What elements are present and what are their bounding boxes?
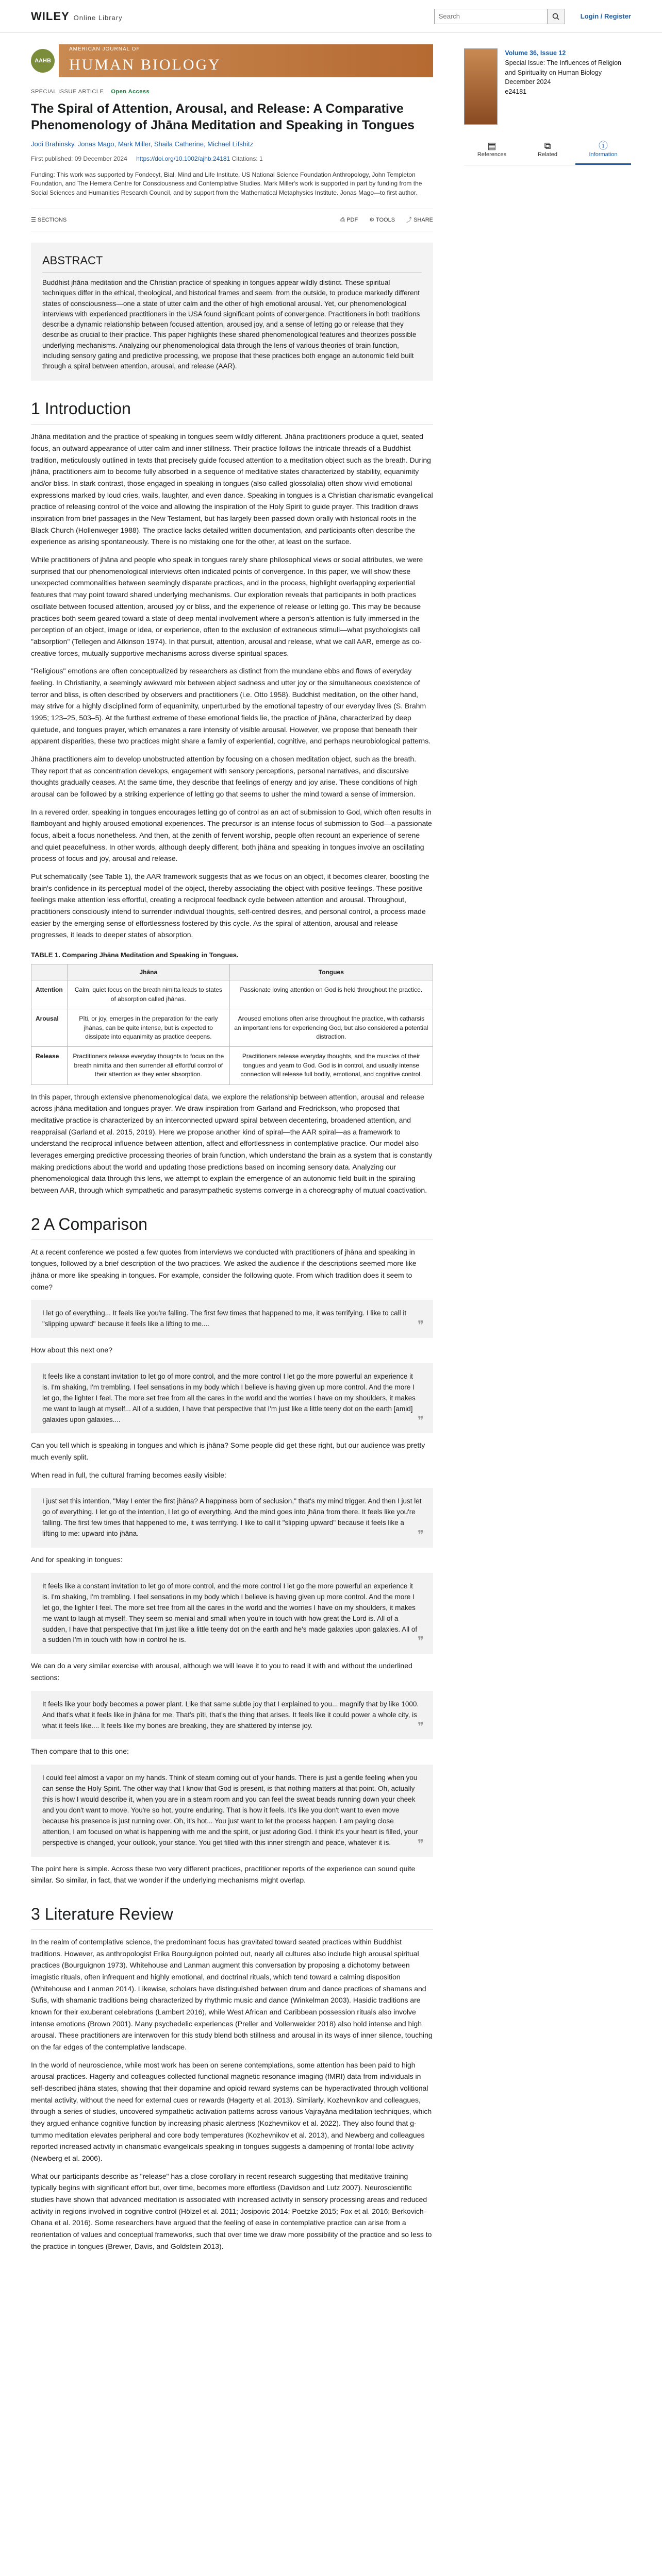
quote-icon: ❞ <box>418 1837 424 1850</box>
related-icon: ⧉ <box>544 141 551 151</box>
issue-date: December 2024 <box>505 78 551 86</box>
table-cell: Arousal <box>31 1009 68 1047</box>
abstract-text: Buddhist jhāna meditation and the Christian practice of speaking in tongues appear wildly distinct. These spiritual techniques differ in the ethical, theological, and historical frames and seem, from the outside, to produce markedly different states of consciousness—one a state of utter calm and the other of high emotional arousal. Yet, our phenomenological interviews with experienced practitioners in the USA found significant points of convergence. Practitioners in both traditions describe a dynamic relationship between focused attention, aroused joy, and a sense of letting go or release that they describe as crucial to their practice. This paper highlights these shared phenomenological features and theorizes possible underlying mechanisms. Analyzing our phenomenological data through the lens of various theories of brain function, including sensory gating and predictive processing, we propose that these practices both engage an autonomic field built through a spiral between attention, arousal, and release (AAR). <box>42 279 420 370</box>
issue-info <box>505 48 631 125</box>
article-type-row <box>31 88 433 96</box>
login-link[interactable]: Login / Register <box>580 12 631 20</box>
tools-button[interactable]: ⚙ TOOLS <box>369 216 395 223</box>
quote-text: I just set this intention, "May I enter the first jhāna? A happiness born of seclusion," that's my mind trigger. And then I just let go of everything. I let go of the intention, I let go of everything. And the mind goes into jhāna from there. It feels like you're falling. The first few times that happened to me, it was terrifying. I like to call it "slipping upward" because it feels like a lifting to me: upward into jhāna. <box>42 1497 422 1538</box>
quote-text: It feels like a constant invitation to let go of more control, and the more control I let go the more powerful an experience it is. I'm shaking, I'm trembling. I feel sensations in my body which I believe is having given up more control. And the more I let go, the lighter I feel. The more set free from all the cares in the world and the worries I have on my shoulders, it makes me want to laugh at myself. They seem so menial and small when you're in touch with how great the Lord is. All of a sudden, I have that perspective that I'm just like a little teeny dot on the earth and he's made galaxies upon galaxies. All of a sudden I'm in touch with how in control he is. <box>42 1582 418 1644</box>
abstract-box <box>31 243 433 381</box>
share-label: SHARE <box>413 216 433 223</box>
sidebar-tabs <box>464 136 631 165</box>
table-cell: Calm, quiet focus on the breath nimitta leads to states of absorption called jhānas. <box>68 980 230 1009</box>
table-cell: Practitioners release everyday thoughts to focus on the breath nimitta and then surrender all effortful control of their attention as they enter absorption. <box>68 1047 230 1084</box>
tab-label: Related <box>538 151 557 158</box>
open-access-badge: Open Access <box>111 89 150 95</box>
comparison-table <box>31 964 433 1084</box>
paragraph: How about this next one? <box>31 1346 112 1354</box>
paragraph: While practitioners of jhāna and people who speak in tongues rarely share philosophical views or social attributes, we were surprised that our phenomenological interviews often indicated points of convergence. In this paper, we will show these unexpected commonalities between seemingly disparate practices, and in the process, highlight overlapping experiential features that may point toward shared underlying mechanisms. Our exploration reveals that participants in both practices oscillate between focused attention, aroused joy or bliss, and the experience of release or letting go. This may be because practices both seem geared toward a state of deep mental involvement where a person's attention is fully immersed in the perception of an object, image or idea, or experience, often to the exclusion of extraneous stimuli—what psychologists call "absorption" (Tellegen and Atkinson 1974). In that pursuit, attention, arousal and release, what we call AAR, emerge as co-creative forces, mutually supportive mechanisms across diverse spiritual spaces. <box>31 555 423 657</box>
table-row <box>31 1047 433 1084</box>
block-quote <box>31 1488 433 1548</box>
journal-icon: AAHB <box>31 49 55 73</box>
paragraph: In the world of neuroscience, while most work has been on serene contemplations, some attention has been paid to high arousal practices. Hagerty and colleagues collected functional magnetic resonance imaging (fMRI) data from individuals in self-described jhāna states, showing that their dopamine and opioid reward systems can be hyperactivated through volitional mental activity, without the need for external cues or rewards (Hagerty et al. 2013). Similarly, Kozhevnikov and colleagues, through a series of studies, uncovered sympathetic activation patterns across various Vajrayāna meditation techniques, which they argued enhance cognitive function by increasing phasic alertness (Kozhevnikov et al. 2022). They also found that g-tummo meditation elevates peripheral and core body temperatures (Kozhevnikov et al. 2013), and Newberg and colleagues reported increased activity in charismatic evangelicals speaking in tongues suggests a dampening of frontal lobe activity (Newberg et al. 2006). <box>31 2060 432 2163</box>
tab-references[interactable] <box>464 136 520 165</box>
block-quote <box>31 1573 433 1654</box>
quote-text: I could feel almost a vapor on my hands. Think of steam coming out of your hands. There is just a gentle feeling when you can sense the Holy Spirit. The other way that I know that God is present, is that nothing matters at that point. Oh, actually this is how I would describe it, when you are in a steam room and you can feel the sweat beads running down your cheek and you don't want to move. You're so hot, you're enduring. That is how it feels. It's like you don't want to even move because his presence is just running over. Oh, it's hot... You just want to let the process happen. I am paying close attention, I am focused on what is happening with me and the spirit, or just adoring God. I think it's your heart is filled, your perspective is changed, your outlook, your stance. You get filled with this inner strength and peace, whatever it is. <box>42 1774 418 1846</box>
article-meta <box>31 154 433 163</box>
table-cell: Passionate loving attention on God is held throughout the practice. <box>229 980 433 1009</box>
quote-text: It feels like a constant invitation to let go of more control, and the more control I let go the more powerful an experience it is. I'm shaking, I'm trembling. I feel sensations in my body which I believe is having given up more control. And the more I let go, the lighter I feel. The more set free from all the cares in the world and the worries I have on my shoulders, it makes me want to laugh at myself... All of a sudden, I have that perspective that I'm just like a little teeny dot on the earth [amid] galaxies upon galaxies.... <box>42 1372 416 1423</box>
paragraph: Then compare that to this one: <box>31 1747 129 1756</box>
volume-link[interactable]: Volume 36, Issue 12 <box>505 49 566 57</box>
quote-icon: ❞ <box>418 1720 424 1733</box>
block-quote <box>31 1691 433 1740</box>
paragraph: When read in full, the cultural framing becomes easily visible: <box>31 1470 226 1479</box>
article-toolbar <box>31 209 433 231</box>
table-header: Jhāna <box>68 964 230 980</box>
block-quote <box>31 1300 433 1338</box>
sidebar <box>464 33 631 2252</box>
doi-link[interactable]: https://doi.org/10.1002/ajhb.24181 <box>136 155 230 162</box>
quote-text: It feels like your body becomes a power plant. Like that same subtle joy that I explained to you... magnify that by like 1000. And that's what it feels like in jhāna for me. That's pīti, that's the thing that arises. It feels like it could power a whole city, is what it feels like.... It feels like my bones are breaking, they are shattered by intense joy. <box>42 1700 419 1730</box>
pdf-label: PDF <box>346 216 358 223</box>
citations-count[interactable]: Citations: 1 <box>231 155 263 162</box>
quote-icon: ❞ <box>418 1414 424 1427</box>
search-icon <box>552 13 559 20</box>
paragraph: And for speaking in tongues: <box>31 1555 123 1564</box>
journal-title <box>59 44 433 77</box>
issue-card <box>464 48 631 125</box>
journal-cover-image[interactable] <box>464 48 498 125</box>
search-button[interactable] <box>548 9 565 24</box>
quote-icon: ❞ <box>418 1318 424 1332</box>
paragraph: We can do a very similar exercise with arousal, although we will leave it to you to read it with and without the underlined sections: <box>31 1662 412 1682</box>
paragraph: The point here is simple. Across these two very different practices, practitioner reports of the experience can sound quite similar. So similar, in fact, that we wonder if the underlying mechanisms might overlap. <box>31 1864 416 1885</box>
table-caption: TABLE 1. Comparing Jhāna Meditation and Speaking in Tongues. <box>31 951 239 959</box>
tab-label: Information <box>589 151 618 158</box>
journal-name: HUMAN BIOLOGY <box>69 56 221 73</box>
section-comparison-heading: 2 A Comparison <box>31 1212 433 1240</box>
paragraph: Can you tell which is speaking in tongues and which is jhāna? Some people did get these right, but our audience was pretty much evenly split. <box>31 1441 425 1462</box>
paragraph: Jhāna meditation and the practice of speaking in tongues seem wildly different. Jhāna practitioners produce a quiet, seated focus, an outward appearance of utter calm and inner stillness. Their practice follows the intricate threads of a Buddhist tradition, meticulously outlined in texts that precisely guide focused attention to a meditation object such as the breath. During jhāna, practitioners aim to become fully absorbed in a sequence of meditative states characterized by stability, equanimity and/or bliss. In stark contrast, those engaged in speaking in tongues (also called glossolalia) often show vivid emotional expressions marked by loud cries, wails, laughter, and even dance. Speaking in tongues is a Christian charismatic evangelical practice of releasing control of the voice and allowing the inspiration of the Holy Spirit to guide prayer. This tradition draws inspiration from brief passages in the New Testament, but has largely been passed down orally with historical roots in the Black Church (Hollenweger 1988). The practice lacks detailed written documentation, and participants often describe the experience as arising spontaneously. There is no mistaking one for the other, at least on the surface. <box>31 432 433 546</box>
search-input[interactable] <box>434 9 548 24</box>
tab-related[interactable] <box>520 136 575 165</box>
sections-menu[interactable]: ☰ SECTIONS <box>31 216 67 223</box>
wiley-logo[interactable] <box>31 8 123 25</box>
journal-banner[interactable] <box>31 44 433 77</box>
information-icon: ⓘ <box>599 141 608 151</box>
section-lit-heading: 3 Literature Review <box>31 1902 433 1930</box>
tab-information[interactable] <box>575 136 631 165</box>
article-main <box>31 33 433 2252</box>
pdf-button[interactable]: ⎙ PDF <box>340 216 358 223</box>
top-bar <box>0 0 662 33</box>
quote-icon: ❞ <box>418 1528 424 1541</box>
article-number: e24181 <box>505 88 527 95</box>
logo-sub: Online Library <box>73 14 123 22</box>
paragraph: In a revered order, speaking in tongues encourages letting go of control as an act of submission to God, which often results in flamboyant and highly aroused emotional experiences. The precursor is an intense focus of submission to God—a passionate focus, albeit a focus nonetheless. And then, at the zenith of fervent worship, people often recount an experience of serene and quiet peacefulness. In other words, although deeply different, both jhāna and speaking in tongues involve an oscillating process of focus and joy, arousal and release. <box>31 807 432 863</box>
article-type: SPECIAL ISSUE ARTICLE <box>31 89 104 95</box>
references-icon: ▤ <box>487 141 496 151</box>
block-quote <box>31 1363 433 1434</box>
paragraph: At a recent conference we posted a few quotes from interviews we conducted with practitioners of jhāna and speaking in tongues, followed by a brief description of the two practices. We asked the audience if the descriptions seemed more like jhāna or more like speaking in tongues. For example, consider the following quote. From which tradition does it seem to come? <box>31 1247 417 1291</box>
table-header <box>31 964 68 980</box>
paragraph: Jhāna practitioners aim to develop unobstructed attention by focusing on a chosen meditation object, such as the breath. They report that as concentration develops, engagement with sensory perceptions, personal narratives, and discursive thoughts gradually ceases. At the same time, they describe that feelings of energy and joy arise. These conditions of high arousal can be followed by a striking experience of letting go that seems to usher the mind toward a sense of immersion. <box>31 754 418 798</box>
special-issue-title: Special Issue: The Influences of Religion and Spirituality on Human Biology <box>505 59 621 76</box>
tools-label: TOOLS <box>375 216 395 223</box>
share-button[interactable]: ⤴ SHARE <box>406 216 433 223</box>
table-header-row <box>31 964 433 980</box>
article-title: The Spiral of Attention, Arousal, and Release: A Comparative Phenomenology of Jhāna Meditation and Speaking in Tongues <box>31 101 415 132</box>
table-row <box>31 980 433 1009</box>
abstract-heading: ABSTRACT <box>42 252 422 273</box>
search-area <box>434 9 631 24</box>
section-intro-heading: 1 Introduction <box>31 396 433 425</box>
paragraph: "Religious" emotions are often conceptualized by researchers as distinct from the mundane ebbs and flows of everyday feeling. In Christianity, a seemingly awkward mix between abject sadness and utter joy or the simultaneous coexistence of terror and bliss, is often described by observers and practitioners (i.e. Otto 1958). Buddhist meditation, on the other hand, may strive for a highly disciplined form of equanimity, unperturbed by the emotional tapestry of our everyday lives (S. Brahm 1995; 123–25, 503–5). At the furthest extreme of these emotional fields lie, the practice of jhāna, characterized by deep quietude, and tongues prayer, which emanates a rare intensity of visible arousal. However, we propose that beneath their apparent disparities, these two practices might share a family of experiential, cognitive, and perhaps neurobiological patterns. <box>31 667 431 745</box>
publish-date: First published: 09 December 2024 <box>31 155 127 162</box>
logo-text: WILEY <box>31 10 70 23</box>
quote-text: I let go of everything... It feels like you're falling. The first few times that happened to me, it was terrifying. I like to call it "slipping upward" because it feels like a lifting to me.... <box>42 1309 407 1328</box>
table-cell: Pīti, or joy, emerges in the preparation for the early jhānas, can be quite intense, but is expected to dissipate into equanimity as practice deepens. <box>68 1009 230 1047</box>
paragraph: Put schematically (see Table 1), the AAR framework suggests that as we focus on an object, it becomes clearer, boosting the brain's confidence in its perceptual model of the object, thereby associating the object with positive feelings. These positive feelings make attention less effortful, creating a reciprocal feedback cycle between attention and arousal. Throughout, practitioners consciously intend to surrender individual thoughts, self-centred desires, and personal control, a process made easier by the emerging sense of effortlessness fostered by this cycle. As the spiral of attention, arousal and release progresses, it leads to deeper states of absorption. <box>31 872 429 939</box>
journal-subtitle: AMERICAN JOURNAL OF <box>69 46 140 52</box>
funding-statement: Funding: This work was supported by Fondecyt, Bial, Mind and Life Institute, US National Science Foundation Anthropology, John Templeton Foundation, and The Hemera Centre for Consciousness and Contemplative Studies. Mark Miller's work is supported in part by funding from the Social Sciences and Humanities Research Council, and by support from the Mathematical Metaphysics Institute. Jonas Mago—to first author. <box>31 171 422 196</box>
table-row <box>31 1009 433 1047</box>
paragraph: In the realm of contemplative science, the predominant focus has gravitated toward seated practices within Buddhist traditions. However, as anthropologist Erika Bourguignon pointed out, nearly all cultures also include high arousal spiritual practices (Bourguignon 1973). Whitehouse and Lanman augment this conversation by proposing a dichotomy between imagistic rituals, often infrequent and highly emotional, and doctrinal rituals, which tend toward a calming disposition (Whitehouse and Lanman 2014). Likewise, scholars have distinguished between drum and dance practices of shamans and Sufis, with shamanic traditions being characterized by rhythmic music and dance (Winkelman 2003). Hasidic traditions are known for their exuberant celebrations (Lambert 2016), while West African and Caribbean possession rituals also involve intense emotions (Brown 2001). Many psychedelic experiences (Preller and Vollenweider 2018) also hold intense and high arousal. These practitioners are interwoven for this study blend both stillness and arousal in its ways of inner silence, touching on the far edges of the contemplative landscape. <box>31 1937 433 2051</box>
paragraph: What our participants describe as "release" has a close corollary in recent research suggesting that meditative training typically begins with significant effort but, over time, becomes more effortless (Davidson and Lutz 2007). Neuroscientific studies have shown that advanced meditation is associated with increased activity in sensory processing areas and reduced activity in regions involved in cognitive control (Hölzel et al. 2011; Josipovic 2014; Poetzke 2015; Fox et al. 2016; Berkovich-Ohana et al. 2016). Some researchers have argued that the feeling of ease in contemplative practice can arise from a reorientation of values and conceptual frameworks, such that over time we draw more possibility of the practice and so less to the practice in tongues (Brewer, Davis, and Goldstein 2013). <box>31 2172 432 2250</box>
tab-label: References <box>477 151 507 158</box>
table-cell: Practitioners release everyday thoughts, and the muscles of their tongues and yearn to God. God is in control, and usually intense connection will release full bodily, emotional, and cognitive control. <box>229 1047 433 1084</box>
table-cell: Aroused emotions often arise throughout the practice, with catharsis an important lens for experiencing God, but also considered a potential distraction. <box>229 1009 433 1047</box>
paragraph: In this paper, through extensive phenomenological data, we explore the relationship between attention, arousal and release across jhāna meditation and tongues prayer. We draw inspiration from Garland and Fredrickson, who proposed that meditative practice is characterized by an interconnected upward spiral between decentering, broadened attention, and reappraisal (Garland et al. 2015, 2019). Here we propose another kind of spiral—the AAR spiral—as a framework to understand the reciprocal influence between attention, affect and effortlessness in contemplative practice. Our model also leverages emerging predictive processing theories of brain function, which understand the brain as a system that is constantly making predictions about the world and updating those predictions based on incoming sensory data. Analyzing our phenomenological data through this lens, we attempt to explain the emergence of an autonomic field built in the spiraling between AAR, through which sympathetic and parasympathetic systems converge in a choreography of mutual coactivation. <box>31 1092 433 1194</box>
table-cell: Release <box>31 1047 68 1084</box>
quote-icon: ❞ <box>418 1634 424 1648</box>
table-cell: Attention <box>31 980 68 1009</box>
author-list[interactable]: Jodi Brahinsky, Jonas Mago, Mark Miller, Shaila Catherine, Michael Lifshitz <box>31 140 254 148</box>
block-quote <box>31 1765 433 1856</box>
sections-label: SECTIONS <box>37 216 67 223</box>
table-header: Tongues <box>229 964 433 980</box>
